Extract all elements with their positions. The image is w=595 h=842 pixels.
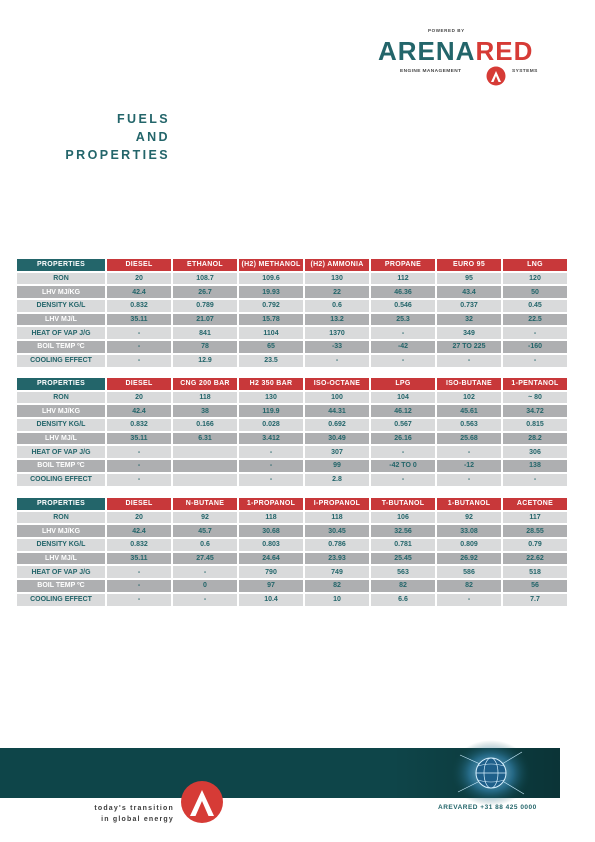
property-value: 100 — [305, 392, 369, 404]
property-value: 0.809 — [437, 539, 501, 551]
property-value: 42.4 — [107, 405, 171, 417]
property-value: 20 — [107, 273, 171, 285]
property-value: 10.4 — [239, 594, 303, 606]
property-value: - — [107, 327, 171, 339]
property-value: - — [239, 460, 303, 472]
property-value: 6.6 — [371, 594, 435, 606]
property-value: 42.4 — [107, 525, 171, 537]
property-value: 35.11 — [107, 553, 171, 565]
property-value: 106 — [371, 512, 435, 524]
property-label: DENSITY KG/L — [17, 539, 105, 551]
fuel-header: ISO-OCTANE — [305, 378, 369, 390]
fuel-header: ETHANOL — [173, 259, 237, 271]
property-value: 1104 — [239, 327, 303, 339]
property-value: 92 — [173, 512, 237, 524]
property-value: 23.5 — [239, 355, 303, 367]
property-value: 26.92 — [437, 553, 501, 565]
property-value: 349 — [437, 327, 501, 339]
property-label: RON — [17, 392, 105, 404]
fuel-header: ACETONE — [503, 498, 567, 510]
property-value: 99 — [305, 460, 369, 472]
table-row — [17, 446, 567, 458]
property-value: 26.7 — [173, 286, 237, 298]
fuel-header: 1-PROPANOL — [239, 498, 303, 510]
fuel-header: ISO-BUTANE — [437, 378, 501, 390]
property-value: - — [173, 594, 237, 606]
fuel-header: DIESEL — [107, 498, 171, 510]
fuel-header: CNG 200 BAR — [173, 378, 237, 390]
property-value: - — [503, 355, 567, 367]
arenared-mark-icon — [180, 780, 224, 824]
property-value: 104 — [371, 392, 435, 404]
property-label: BOIL TEMP ºC — [17, 341, 105, 353]
property-value: 30.45 — [305, 525, 369, 537]
property-value: - — [371, 327, 435, 339]
property-value: 6.31 — [173, 433, 237, 445]
property-label: RON — [17, 273, 105, 285]
powered-by-label: POWERED BY — [428, 28, 465, 33]
title-line-1: FUELS — [117, 112, 170, 126]
property-value: 117 — [503, 512, 567, 524]
property-value: 15.78 — [239, 314, 303, 326]
property-value: - — [107, 580, 171, 592]
property-value: 32 — [437, 314, 501, 326]
property-value: 118 — [239, 512, 303, 524]
table-row — [17, 300, 567, 312]
property-value: 0.45 — [503, 300, 567, 312]
property-value: 43.4 — [437, 286, 501, 298]
property-value: 30.49 — [305, 433, 369, 445]
property-value: -160 — [503, 341, 567, 353]
property-value: 97 — [239, 580, 303, 592]
property-value: 10 — [305, 594, 369, 606]
property-value: 35.11 — [107, 314, 171, 326]
property-label: COOLING EFFECT — [17, 474, 105, 486]
table-row — [17, 419, 567, 431]
property-value: 138 — [503, 460, 567, 472]
table-row — [17, 392, 567, 404]
property-value: 95 — [437, 273, 501, 285]
property-value: - — [371, 446, 435, 458]
property-value: 45.61 — [437, 405, 501, 417]
property-value: 92 — [437, 512, 501, 524]
property-value: 0.546 — [371, 300, 435, 312]
property-value: 130 — [305, 273, 369, 285]
property-value: 28.55 — [503, 525, 567, 537]
table-row — [17, 405, 567, 417]
table-row — [17, 474, 567, 486]
property-value: 749 — [305, 566, 369, 578]
property-value: 0.832 — [107, 539, 171, 551]
property-value: 0.832 — [107, 300, 171, 312]
property-label: HEAT OF VAP J/G — [17, 566, 105, 578]
property-value: - — [503, 327, 567, 339]
fuel-properties-table-2 — [15, 376, 569, 488]
property-value: 65 — [239, 341, 303, 353]
table-row — [17, 327, 567, 339]
property-label: LHV MJ/L — [17, 553, 105, 565]
property-value: 790 — [239, 566, 303, 578]
property-value: 27 TO 225 — [437, 341, 501, 353]
fuel-header: PROPANE — [371, 259, 435, 271]
property-value: 44.31 — [305, 405, 369, 417]
property-value: 32.56 — [371, 525, 435, 537]
property-value: 0.6 — [173, 539, 237, 551]
property-value: - — [371, 355, 435, 367]
property-value: 0.79 — [503, 539, 567, 551]
fuel-header: LNG — [503, 259, 567, 271]
table-header-row — [17, 378, 567, 390]
property-value: 19.93 — [239, 286, 303, 298]
property-value: - — [503, 474, 567, 486]
property-label: LHV MJ/KG — [17, 525, 105, 537]
property-value: - — [305, 355, 369, 367]
table-row — [17, 566, 567, 578]
brand-red: RED — [475, 36, 534, 66]
property-value: 0.567 — [371, 419, 435, 431]
property-value: 109.6 — [239, 273, 303, 285]
table-row — [17, 594, 567, 606]
property-value: 0.6 — [305, 300, 369, 312]
property-label: LHV MJ/KG — [17, 286, 105, 298]
property-value: - — [437, 355, 501, 367]
globe-icon — [450, 740, 532, 806]
property-value: - — [107, 355, 171, 367]
fuel-header: I-PROPANOL — [305, 498, 369, 510]
property-value: 26.16 — [371, 433, 435, 445]
property-value: 25.3 — [371, 314, 435, 326]
property-value: - — [107, 566, 171, 578]
property-label: LHV MJ/KG — [17, 405, 105, 417]
property-value: 118 — [173, 392, 237, 404]
property-value — [173, 474, 237, 486]
fuel-header: 1-BUTANOL — [437, 498, 501, 510]
property-value — [173, 460, 237, 472]
property-label: RON — [17, 512, 105, 524]
brand-wordmark — [378, 36, 533, 66]
property-value: 50 — [503, 286, 567, 298]
table-row — [17, 341, 567, 353]
property-value: 118 — [305, 512, 369, 524]
arenared-mark-icon — [486, 66, 506, 86]
fuel-header: H2 350 BAR — [239, 378, 303, 390]
property-value: - — [239, 474, 303, 486]
property-value: -33 — [305, 341, 369, 353]
table-row — [17, 273, 567, 285]
property-value: 38 — [173, 405, 237, 417]
property-value: 45.7 — [173, 525, 237, 537]
property-value: 56 — [503, 580, 567, 592]
property-value: 82 — [305, 580, 369, 592]
property-value: 518 — [503, 566, 567, 578]
property-value: 0 — [173, 580, 237, 592]
property-value: ~ 80 — [503, 392, 567, 404]
property-value: 13.2 — [305, 314, 369, 326]
property-value: 0.781 — [371, 539, 435, 551]
property-value: 0.563 — [437, 419, 501, 431]
fuel-header: DIESEL — [107, 259, 171, 271]
table-header-row — [17, 259, 567, 271]
title-line-3: PROPERTIES — [65, 148, 170, 162]
table-row — [17, 580, 567, 592]
property-value: 22 — [305, 286, 369, 298]
property-value: 307 — [305, 446, 369, 458]
property-value: 42.4 — [107, 286, 171, 298]
property-label: COOLING EFFECT — [17, 594, 105, 606]
property-value: - — [107, 460, 171, 472]
properties-header: PROPERTIES — [17, 498, 105, 510]
property-value: 586 — [437, 566, 501, 578]
fuel-header: T-BUTANOL — [371, 498, 435, 510]
property-value: 120 — [503, 273, 567, 285]
tagline-line-1: today's transition — [94, 805, 174, 812]
fuel-header: DIESEL — [107, 378, 171, 390]
property-value: 0.789 — [173, 300, 237, 312]
fuel-header: (H2) METHANOL — [239, 259, 303, 271]
brand-tagline-left: ENGINE MANAGEMENT — [400, 69, 462, 74]
property-value: 2.8 — [305, 474, 369, 486]
property-value: - — [437, 594, 501, 606]
properties-header: PROPERTIES — [17, 259, 105, 271]
property-value: 119.9 — [239, 405, 303, 417]
property-value: -12 — [437, 460, 501, 472]
property-value: 24.64 — [239, 553, 303, 565]
footer-tagline — [40, 803, 174, 825]
property-value: 20 — [107, 512, 171, 524]
fuel-properties-table-1 — [15, 257, 569, 369]
property-value: -42 TO 0 — [371, 460, 435, 472]
property-value: 28.2 — [503, 433, 567, 445]
property-value: 112 — [371, 273, 435, 285]
property-value: 0.692 — [305, 419, 369, 431]
property-label: LHV MJ/L — [17, 433, 105, 445]
property-label: COOLING EFFECT — [17, 355, 105, 367]
property-value: 20 — [107, 392, 171, 404]
property-label: BOIL TEMP ºC — [17, 580, 105, 592]
arenared-logo — [378, 28, 563, 92]
fuel-header: EURO 95 — [437, 259, 501, 271]
property-value: - — [371, 474, 435, 486]
property-value: 7.7 — [503, 594, 567, 606]
property-value: 33.08 — [437, 525, 501, 537]
property-value: 78 — [173, 341, 237, 353]
property-value: 25.68 — [437, 433, 501, 445]
table-row — [17, 286, 567, 298]
table-row — [17, 433, 567, 445]
property-value: 0.803 — [239, 539, 303, 551]
property-value: 23.93 — [305, 553, 369, 565]
property-value: 30.68 — [239, 525, 303, 537]
property-value: -42 — [371, 341, 435, 353]
property-value: 108.7 — [173, 273, 237, 285]
title-line-2: AND — [135, 130, 170, 144]
property-value: - — [239, 446, 303, 458]
property-value: 102 — [437, 392, 501, 404]
property-value: 82 — [371, 580, 435, 592]
table-row — [17, 355, 567, 367]
property-value: 0.028 — [239, 419, 303, 431]
tagline-line-2: in global energy — [101, 816, 174, 823]
property-value: 306 — [503, 446, 567, 458]
property-value: 0.786 — [305, 539, 369, 551]
property-value: 46.36 — [371, 286, 435, 298]
property-value: - — [107, 446, 171, 458]
property-value: 27.45 — [173, 553, 237, 565]
table-row — [17, 525, 567, 537]
property-value: 34.72 — [503, 405, 567, 417]
property-value: 25.45 — [371, 553, 435, 565]
property-label: HEAT OF VAP J/G — [17, 327, 105, 339]
property-value: - — [437, 446, 501, 458]
table-row — [17, 512, 567, 524]
table-row — [17, 314, 567, 326]
property-value: 46.12 — [371, 405, 435, 417]
brand-arena: ARENA — [378, 36, 476, 66]
property-value: 35.11 — [107, 433, 171, 445]
property-value: - — [173, 566, 237, 578]
property-value: - — [107, 341, 171, 353]
property-value: 82 — [437, 580, 501, 592]
brand-tagline-right: SYSTEMS — [512, 69, 538, 74]
property-label: DENSITY KG/L — [17, 419, 105, 431]
property-value: - — [437, 474, 501, 486]
property-value: 22.5 — [503, 314, 567, 326]
property-label: LHV MJ/L — [17, 314, 105, 326]
property-value: 3.412 — [239, 433, 303, 445]
property-value — [173, 446, 237, 458]
table-row — [17, 539, 567, 551]
fuel-header: (H2) AMMONIA — [305, 259, 369, 271]
table-row — [17, 460, 567, 472]
page-title — [40, 110, 168, 164]
property-value: 0.737 — [437, 300, 501, 312]
property-value: 1370 — [305, 327, 369, 339]
property-value: 0.832 — [107, 419, 171, 431]
property-value: 21.07 — [173, 314, 237, 326]
property-label: BOIL TEMP ºC — [17, 460, 105, 472]
fuel-properties-table-3 — [15, 496, 569, 608]
property-value: - — [107, 594, 171, 606]
fuel-header: LPG — [371, 378, 435, 390]
property-value: 22.62 — [503, 553, 567, 565]
table-row — [17, 553, 567, 565]
property-value: 130 — [239, 392, 303, 404]
property-value: - — [107, 474, 171, 486]
footer-contact: AREVARED +31 88 425 0000 — [438, 804, 537, 811]
property-label: DENSITY KG/L — [17, 300, 105, 312]
property-value: 12.9 — [173, 355, 237, 367]
fuel-header: 1-PENTANOL — [503, 378, 567, 390]
property-value: 841 — [173, 327, 237, 339]
property-label: HEAT OF VAP J/G — [17, 446, 105, 458]
property-value: 0.815 — [503, 419, 567, 431]
property-value: 0.166 — [173, 419, 237, 431]
table-header-row — [17, 498, 567, 510]
property-value: 563 — [371, 566, 435, 578]
properties-header: PROPERTIES — [17, 378, 105, 390]
fuel-header: N-BUTANE — [173, 498, 237, 510]
property-value: 0.792 — [239, 300, 303, 312]
